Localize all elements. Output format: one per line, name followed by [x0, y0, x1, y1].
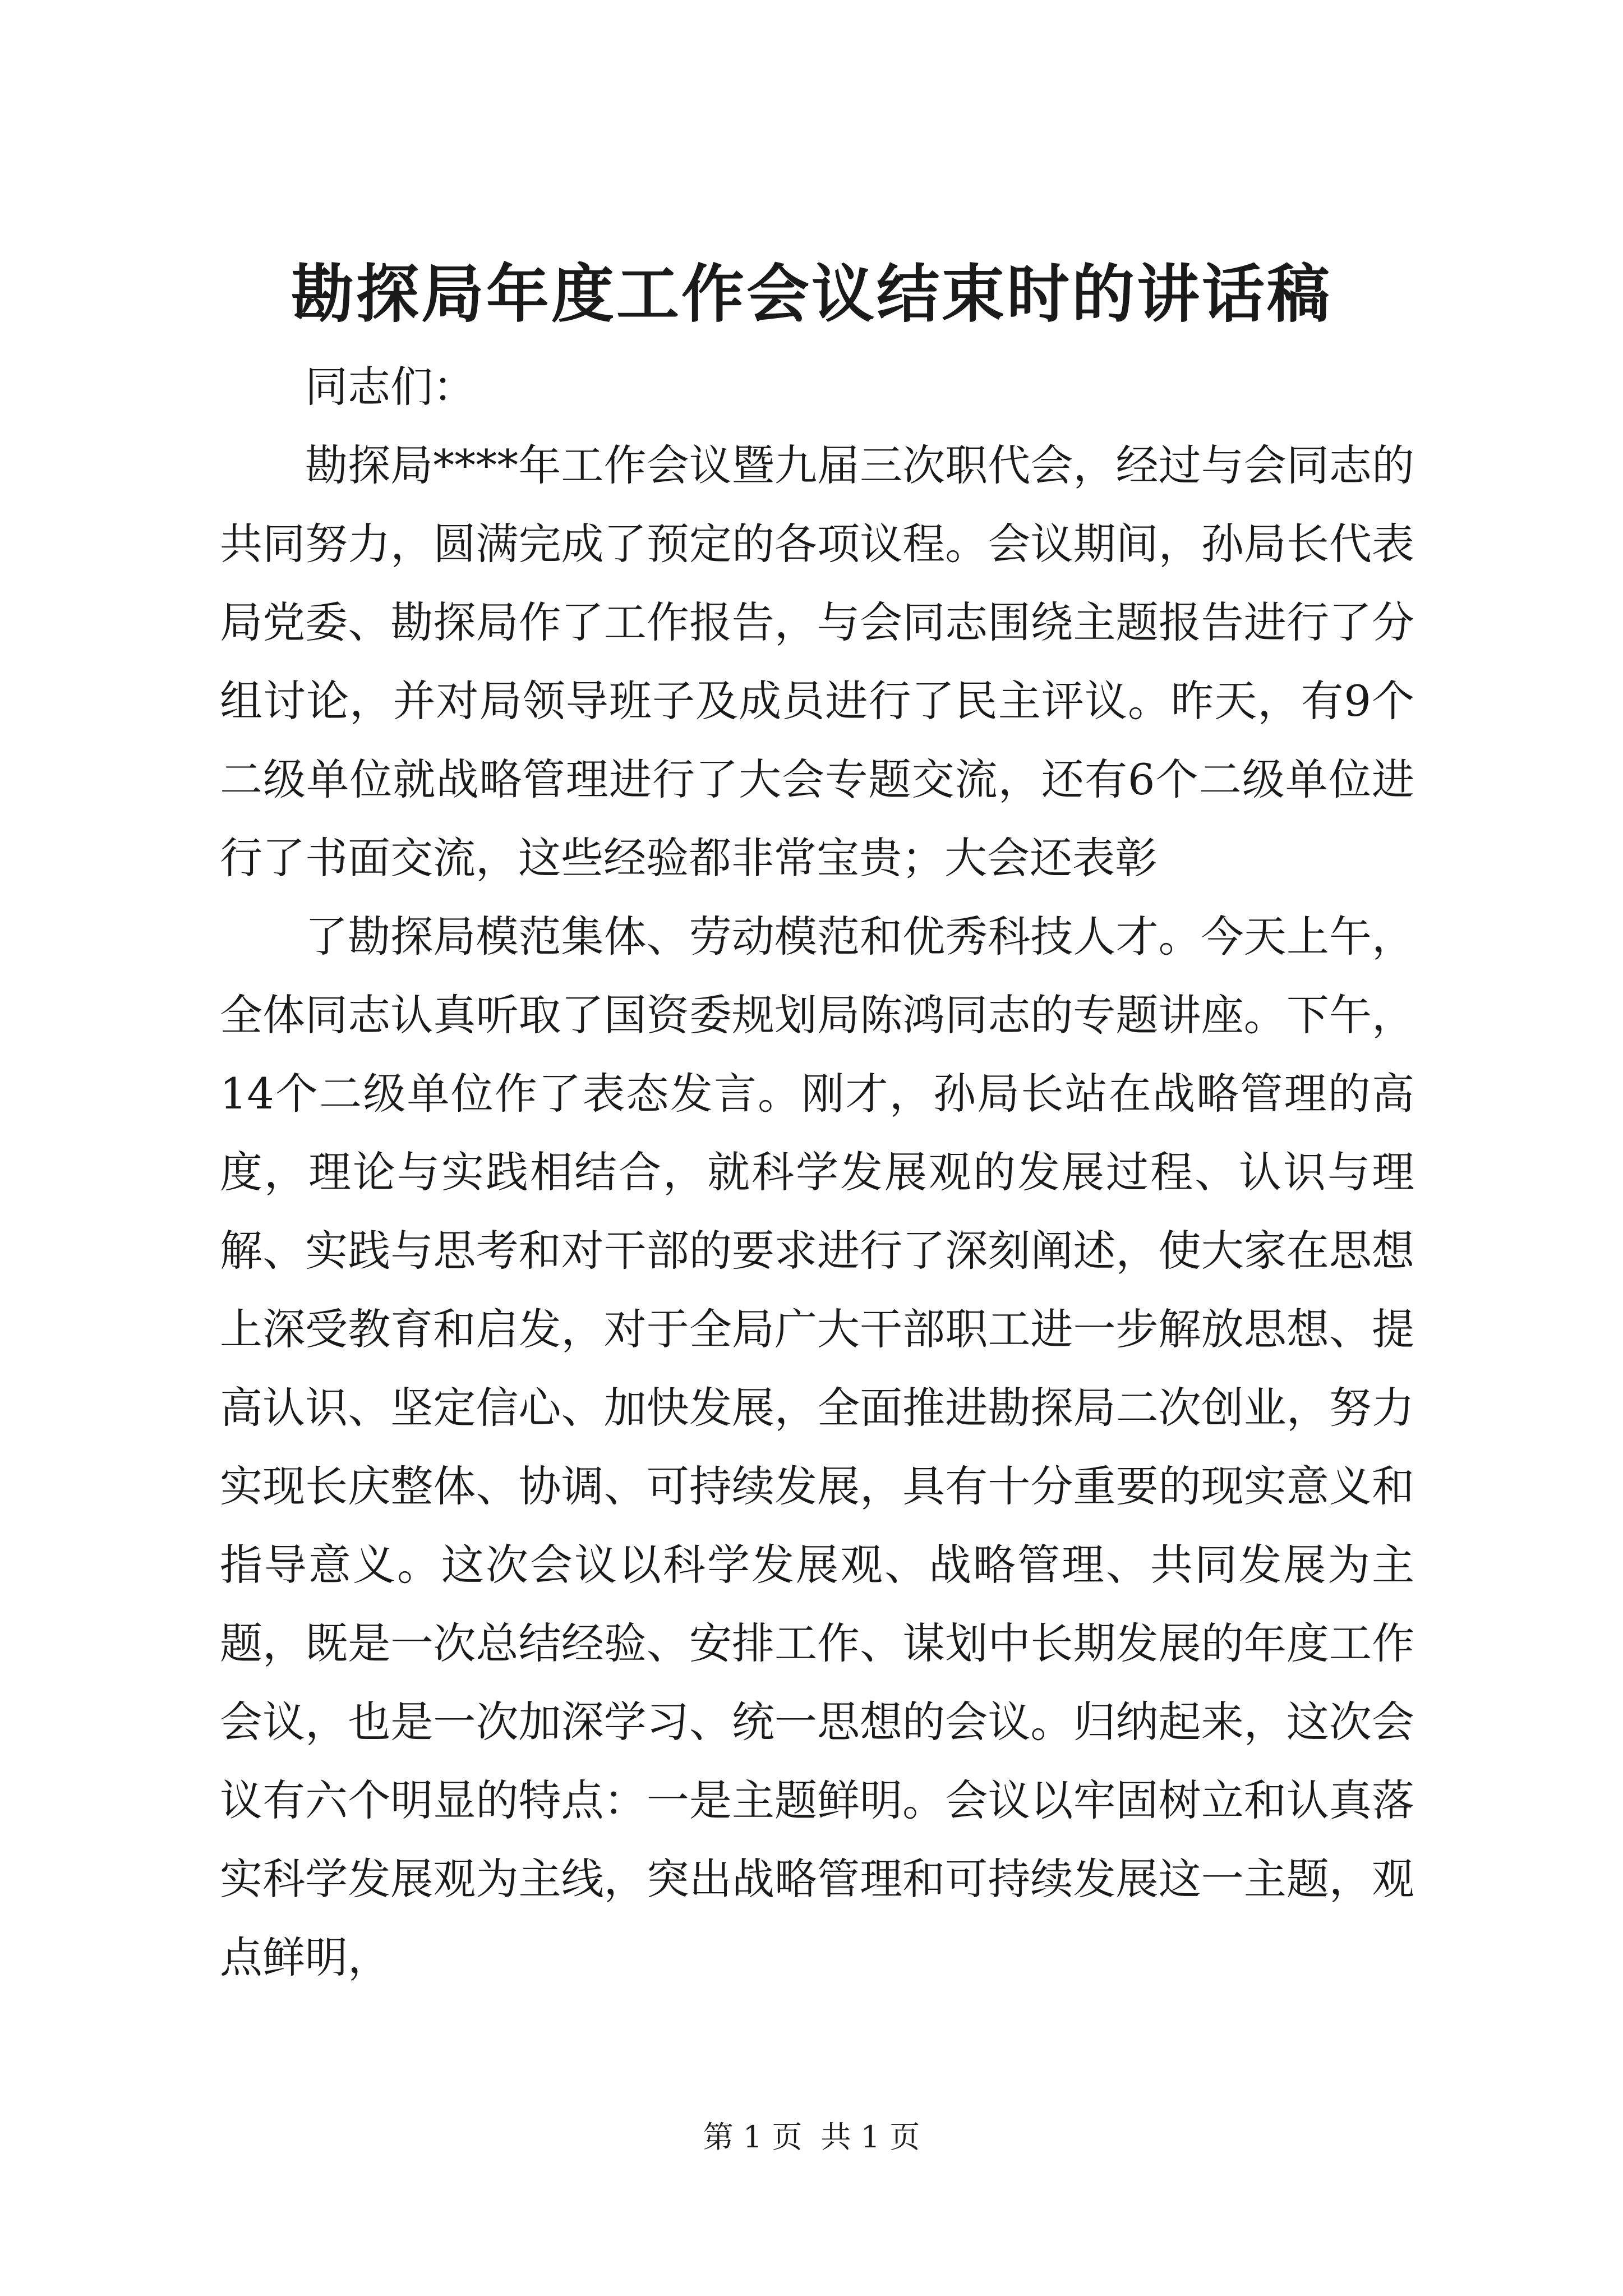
page-footer — [0, 2115, 1623, 2160]
document-title: 勘探局年度工作会议结束时的讲话稿 — [291, 257, 1332, 331]
paragraph-1: 勘探局****年工作会议暨九届三次职代会，经过与会同志的共同努力，圆满完成了预定的各项议程。会议期间，孙局长代表局党委、勘探局作了工作报告，与会同志围绕主题报告进行了分组讨论，并对局领导班子及成员进行了民主评议。昨天，有9个二级单位就战略管理进行了大会专题交流，还有6个二级单位进行了书面交流，这些经验都非常宝贵；大会还表彰 — [220, 440, 1414, 883]
page-number: 第 1 页 — [703, 2119, 803, 2155]
document-body — [220, 348, 1414, 1997]
page-total: 共 1 页 — [820, 2119, 920, 2155]
paragraph-2: 了勘探局模范集体、劳动模范和优秀科技人才。今天上午，全体同志认真听取了国资委规划局陈鸿同志的专题讲座。下午，14个二级单位作了表态发言。刚才，孙局长站在战略管理的高度，理论与实践相结合，就科学发展观的发展过程、认识与理解、实践与思考和对干部的要求进行了深刻阐述，使大家在思想上深受教育和启发，对于全局广大干部职工进一步解放思想、提高认识、坚定信心、加快发展，全面推进勘探局二次创业，努力实现长庆整体、协调、可持续发展，具有十分重要的现实意义和指导意义。这次会议以科学发展观、战略管理、共同发展为主题，既是一次总结经验、安排工作、谋划中长期发展的年度工作会议，也是一次加深学习、统一思想的会议。归纳起来，这次会议有六个明显的特点：一是主题鲜明。会议以牢固树立和认真落实科学发展观为主线，突出战略管理和可持续发展这一主题，观点鲜明， — [220, 912, 1414, 1982]
salutation: 同志们： — [305, 362, 476, 412]
